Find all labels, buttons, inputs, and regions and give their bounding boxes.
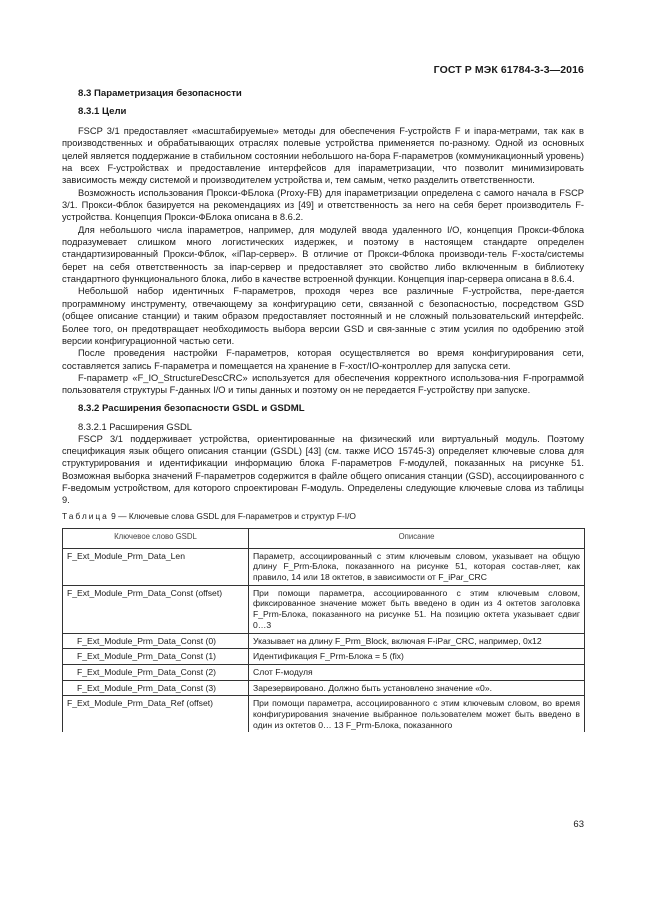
table-caption-text: 9 — Ключевые слова GSDL для F-параметров и структур F-I/O xyxy=(108,510,356,521)
table-row xyxy=(63,585,585,633)
paragraph: FSCP 3/1 предоставляет «масштабируемые» методы для обеспечения F-устройств F и iпара-метрами, так как в производственных и обрабатывающих отраслях полевые устройства применяется по-разному. Одной из основных целей является поддержание в стабильном состоянии небольшого на-бора F-параметров (коммуникационный уровень) на всех F-устройствах и предоставление интерфейсов для iпараметризации, что позволит минимизировать зависимость между системой и производителем устройства и, тем самым, четко разделить ответственности. xyxy=(62,126,584,186)
table-row xyxy=(63,548,585,585)
description-cell: Зарезервировано. Должно быть установлено значение «0». xyxy=(249,680,585,696)
keyword-cell: F_Ext_Module_Prm_Data_Const (0) xyxy=(63,633,249,649)
keyword-cell: F_Ext_Module_Prm_Data_Const (3) xyxy=(63,680,249,696)
section-title: 8.3 Параметризация безопасности xyxy=(78,88,242,99)
description-cell: Параметр, ассоциированный с этим ключевым словом, указывает на общую длину F_Prm-Блока, показанного на рисунке 51, которая состав-ляет, как правило, 14 или 18 октетов, в зависимости от F_iPar_CRC xyxy=(249,548,585,585)
description-cell: Указывает на длину F_Prm_Block, включая F-iPar_CRC, например, 0x12 xyxy=(249,633,585,649)
page-content xyxy=(62,84,584,732)
gsdl-keywords-table xyxy=(62,528,585,733)
table-row xyxy=(63,680,585,696)
table-row xyxy=(63,633,585,649)
standard-header: ГОСТ Р МЭК 61784-3-3—2016 xyxy=(433,64,584,76)
description-cell: При помощи параметра, ассоциированного с этим ключевым словом, фиксированное значение может быть введено в один из 4 октетов заголовка F_Prm-Блока, показанного на рисунке 51. На позицию октета указывает сдвиг 0…3 xyxy=(249,585,585,633)
keyword-cell: F_Ext_Module_Prm_Data_Const (offset) xyxy=(63,585,249,633)
description-cell: При помощи параметра, ассоциированного с этим ключевым словом, во время конфигурирования значение выбранное пользователем может быть введено в один из октетов 0… 13 F_Prm-Блока, показанного xyxy=(249,696,585,733)
paragraph: После проведения настройки F-параметров, которая осуществляется во время конфигурирования сети, составляется запись F-параметра и помещается на хранение в F-хост/IO-контроллер для запуска сети. xyxy=(62,348,584,371)
paragraph: Возможность использования Прокси-ФБлока (Proxy-FB) для iпараметризации определена с самого начала в FSCP 3/1. Прокси-Фблок базируется на рекомендациях из [49] и ответственность за него на себя берет производитель F-устройства. Концепция Прокси-ФБлока описана в 8.6.2. xyxy=(62,187,584,223)
description-cell: Идентификация F_Prm-Блока = 5 (fix) xyxy=(249,649,585,665)
paragraph: Для небольшого числа iпараметров, например, для модулей ввода удаленного I/O, концепция Прокси-Фблока подразумевает слишком много логистических издержек, и поэтому в настоящем стандарте определен стандартизированный Прокси-Фблок, «iПар-сервер». В отличие от Прокси-Фблока производи-тель F-хоста/системы берет на себя ответственность за iпар-сервер и предоставляет это свойство либо включенным в библиотеку стандартного функционального блока, либо в качестве встроенной функции. Концепция iпар-сервера описана в 8.6.4. xyxy=(62,224,584,285)
keyword-cell: F_Ext_Module_Prm_Data_Const (2) xyxy=(63,664,249,680)
paragraph: F-параметр «F_IO_StructureDescCRC» используется для обеспечения корректного использова-ния F-программой пользователя структуры F-данных I/O и типы данных и поэтому он не передается F-устройству при запуске. xyxy=(62,372,584,396)
keyword-cell: F_Ext_Module_Prm_Data_Const (1) xyxy=(63,649,249,665)
description-cell: Слот F-модуля xyxy=(249,664,585,680)
keyword-cell: F_Ext_Module_Prm_Data_Ref (offset) xyxy=(63,696,249,733)
table-row xyxy=(63,649,585,665)
table-row xyxy=(63,664,585,680)
paragraph: FSCP 3/1 поддерживает устройства, ориентированные на физический или виртуальный модуль. Поэтому спецификация язык общего описания станции (GSDL) [43] (см. также ИСО 15745-3) определяет ключевые слова для структурирования и идентификации информацию блока F-параметров F-модулей, показанных на рисунке 51. Возможная выборка значений F-параметров содержится в файле общего описания станции (GSD), ассоциированного с F-ведомым устройством, для которого спроектирован F-модуль. Определены следующие ключевые слова из таблицы 9. xyxy=(62,433,584,506)
table-caption-label: Таблица xyxy=(62,510,109,521)
subsection-title-goals: 8.3.1 Цели xyxy=(78,106,127,117)
table-caption xyxy=(62,511,584,522)
keyword-cell: F_Ext_Module_Prm_Data_Len xyxy=(63,548,249,585)
subsubsection-title: 8.3.2.1 Расширения GSDL xyxy=(78,420,192,432)
table-row xyxy=(63,696,585,733)
table-header-row xyxy=(63,528,585,548)
column-header-keyword: Ключевое слово GSDL xyxy=(63,528,249,548)
column-header-description: Описание xyxy=(249,528,585,548)
paragraph: Небольшой набор идентичных F-параметров, проходя через все различные F-устройства, пере-дается программному инструменту, отвечающему за конфигурацию сети, связанной с безопасностью, посредством GSD (общее описание станции) и таким образом предоставляет постоянный и не сложный пользовательский интерфейс. Более того, он предотвращает необходимость выбора версии GSD и свя-занные с этим усилия по одобрению этой версии конфигурационной частью сети. xyxy=(62,286,584,346)
page-number: 63 xyxy=(573,819,584,830)
subsection-title-gsdl: 8.3.2 Расширения безопасности GSDL и GSDML xyxy=(78,402,305,414)
